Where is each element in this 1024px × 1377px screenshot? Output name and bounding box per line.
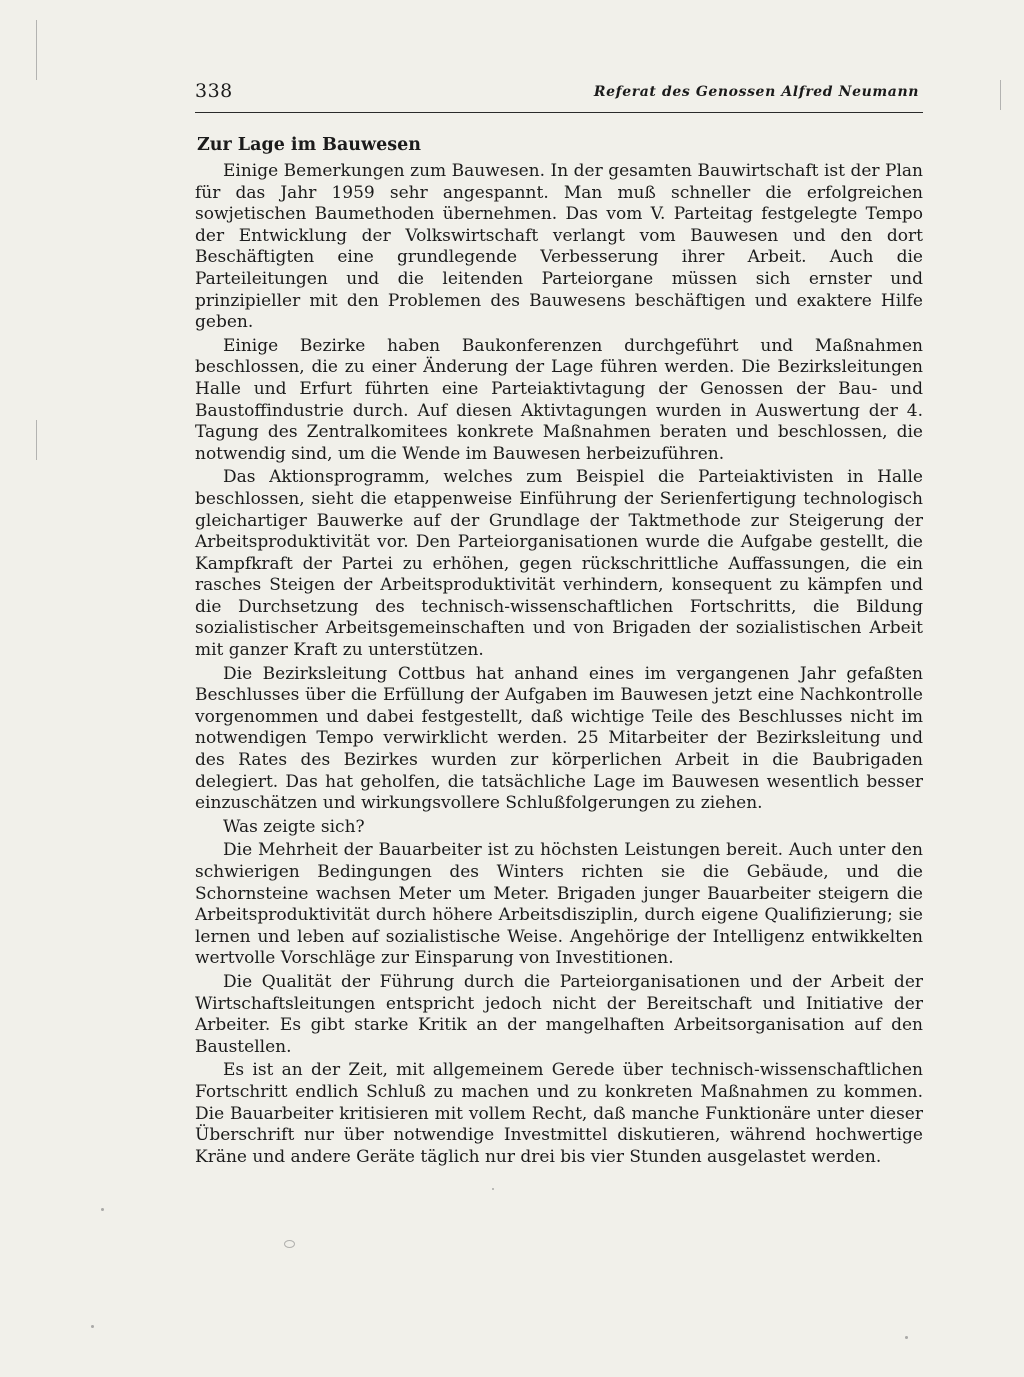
paragraph: Einige Bezirke haben Baukonferenzen durchgeführt und Maßnahmen beschlossen, die zu einer Änderung der Lage führen werden. Die Bezirksleitungen Halle und Erfurt führten eine Parteiaktivtagung der Genossen der Bau- und Baustoffindustrie durch. Auf diesen Aktivtagungen wurden in Auswertung der 4. Tagung des Zentralkomitees konkrete Maßnahmen beraten und beschlossen, die notwendig sind, um die Wende im Bauwesen herbeizuführen.	[195, 335, 923, 464]
section-heading: Zur Lage im Bauwesen	[197, 135, 421, 155]
scan-edge-mark	[36, 420, 37, 460]
paragraph: Die Bezirksleitung Cottbus hat anhand eines im vergangenen Jahr gefaßten Beschlusses über die Erfüllung der Aufgaben im Bauwesen jetzt eine Nachkontrolle vorgenommen und dabei festgestellt, daß wichtige Teile des Beschlusses nicht im notwendigen Tempo verwirklicht werden. 25 Mitarbeiter der Bezirksleitung und des Rates des Bezirkes wurden zur körperlichen Arbeit in die Baubrigaden delegiert. Das hat geholfen, die tatsächliche Lage im Bauwesen wesentlich besser einzuschätzen und wirkungsvollere Schlußfolgerungen zu ziehen.	[195, 663, 923, 814]
paragraph: Das Aktionsprogramm, welches zum Beispiel die Parteiaktivisten in Halle beschlossen, sieht die etappenweise Einführung der Serienfertigung technologisch gleichartiger Bauwerke auf der Grundlage der Taktmethode zur Steigerung der Arbeitsproduktivität vor. Den Parteiorganisationen wurde die Aufgabe gestellt, die Kampfkraft der Partei zu erhöhen, gegen rückschrittliche Auffassungen, die ein rasches Steigen der Arbeitsproduktivität verhindern, konsequent zu kämpfen und die Durchsetzung des technisch-wissenschaftlichen Fortschritts, die Bildung sozialistischer Arbeitsgemeinschaften und von Brigaden der sozialistischen Arbeit mit ganzer Kraft zu unterstützen.	[195, 467, 923, 661]
paragraph: Es ist an der Zeit, mit allgemeinem Gerede über technisch-wissenschaftlichen Fortschritt endlich Schluß zu machen und zu konkreten Maßnahmen zu kommen. Die Bauarbeiter kritisieren mit vollem Recht, daß manche Funktionäre unter dieser Überschrift nur über notwendige Investmittel diskutieren, während hochwertige Kräne und andere Geräte täglich nur drei bis vier Stunden ausgelastet werden.	[195, 1060, 923, 1167]
running-head	[195, 76, 923, 113]
scan-edge-mark	[1000, 80, 1001, 110]
scan-speck	[492, 1188, 494, 1190]
body-text	[195, 161, 923, 1168]
paragraph: Einige Bemerkungen zum Bauwesen. In der gesamten Bauwirtschaft ist der Plan für das Jahr 1959 sehr angespannt. Man muß schneller die erfolgreichen sowjetischen Baumethoden übernehmen. Das vom V. Parteitag festgelegte Tempo der Entwicklung der Volkswirtschaft verlangt vom Bauwesen und den dort Beschäftigten eine grundlegende Verbesserung ihrer Arbeit. Auch die Parteileitungen und die leitenden Parteiorgane müssen sich ernster und prinzipieller mit den Problemen des Bauwesens beschäftigen und exaktere Hilfe geben.	[195, 161, 923, 333]
scan-speck	[905, 1336, 908, 1339]
paragraph: Die Mehrheit der Bauarbeiter ist zu höchsten Leistungen bereit. Auch unter den schwierigen Bedingungen des Winters richten sie die Gebäude, und die Schornsteine wachsen Meter um Meter. Brigaden junger Bauarbeiter steigern die Arbeitsproduktivität durch höhere Arbeitsdisziplin, durch eigene Qualifizierung; sie lernen und leben auf sozialistische Weise. Angehörige der Intelligenz entwikkelten wertvolle Vorschläge zur Einsparung von Investitionen.	[195, 840, 923, 969]
document-page	[195, 76, 923, 1168]
scan-speck	[91, 1325, 94, 1328]
paragraph: Was zeigte sich?	[223, 816, 365, 837]
page-number: 338	[195, 80, 233, 102]
scan-speck	[101, 1208, 104, 1211]
scan-speck	[284, 1240, 295, 1248]
running-title: Referat des Genossen Alfred Neumann	[593, 84, 919, 100]
paragraph: Die Qualität der Führung durch die Parteiorganisationen und der Arbeit der Wirtschaftsleitungen entspricht jedoch nicht der Bereitschaft und Initiative der Arbeiter. Es gibt starke Kritik an der mangelhaften Arbeitsorganisation auf den Baustellen.	[195, 971, 923, 1057]
scan-edge-mark	[36, 20, 37, 80]
